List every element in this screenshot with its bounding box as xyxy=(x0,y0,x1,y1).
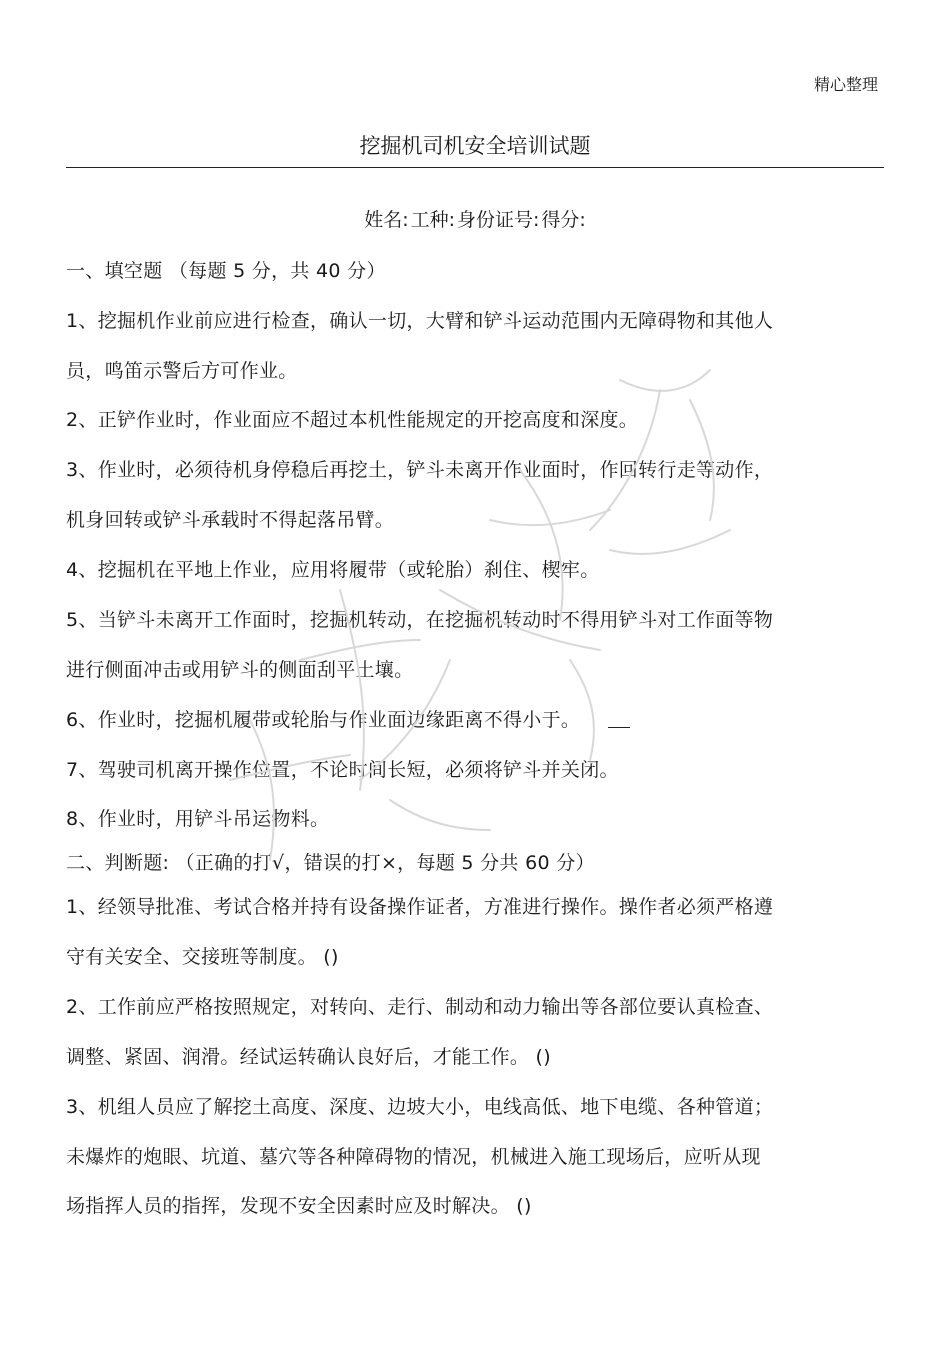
question-line: 2、正铲作业时，作业面应不超过本机性能规定的开挖高度和深度。 xyxy=(66,409,639,431)
answer-blank xyxy=(608,709,630,728)
question-line: 未爆炸的炮眼、坑道、墓穴等各种障碍物的情况，机械进入施工现场后，应听从现 xyxy=(66,1146,761,1168)
question-text: 6、作业时，挖掘机履带或轮胎与作业面边缘距离不得小于。 xyxy=(66,709,581,731)
question-line: 2、工作前应严格按照规定，对转向、走行、制动和动力输出等各部位要认真检查、 xyxy=(66,996,774,1018)
info-fields xyxy=(0,205,950,232)
question-line: 1、经领导批准、考试合格并持有设备操作证者，方准进行操作。操作者必须严格遵 xyxy=(66,896,774,918)
page-corner-label: 精心整理 xyxy=(813,75,878,94)
question-line: 员，鸣笛示警后方可作业。 xyxy=(66,360,298,382)
page-title: 挖掘机司机安全培训试题 xyxy=(359,134,591,158)
id-field-label: 身份证号: xyxy=(457,209,540,231)
question-line: 进行侧面冲击或用铲斗的侧面刮平土壤。 xyxy=(66,659,414,681)
question-line: 3、机组人员应了解挖土高度、深度、边坡大小，电线高低、地下电缆、各种管道； xyxy=(66,1096,774,1118)
score-field-label: 得分: xyxy=(541,209,586,231)
question-line: 1、挖掘机作业前应进行检查，确认一切，大臂和铲斗运动范围内无障碍物和其他人 xyxy=(66,310,774,332)
name-field-label: 姓名: xyxy=(364,209,409,231)
question-line: 7、驾驶司机离开操作位置，不论时间长短，必须将铲斗并关闭。 xyxy=(66,759,619,781)
section-heading-fill: 一、填空题 （每题 5 分，共 40 分） xyxy=(66,260,386,282)
question-line: 3、作业时，必须待机身停稳后再挖土，铲斗未离开作业面时，作回转行走等动作， xyxy=(66,459,774,481)
section-heading-judge: 二、判断题: （正确的打√，错误的打×，每题 5 分共 60 分） xyxy=(66,852,595,874)
job-field-label: 工种: xyxy=(410,209,455,231)
question-line xyxy=(66,705,630,732)
question-line: 4、挖掘机在平地上作业，应用将履带（或轮胎）刹住、楔牢。 xyxy=(66,559,600,581)
question-line: 机身回转或铲斗承载时不得起落吊臂。 xyxy=(66,509,395,531)
question-line: 场指挥人员的指挥，发现不安全因素时应及时解决。 () xyxy=(66,1195,532,1217)
title-divider xyxy=(66,167,884,168)
question-line: 5、当铲斗未离开工作面时，挖掘机转动，在挖掘机转动时不得用铲斗对工作面等物 xyxy=(66,609,774,631)
question-line: 调整、紧固、润滑。经试运转确认良好后，才能工作。 () xyxy=(66,1046,551,1068)
question-line: 8、作业时，用铲斗吊运物料。 xyxy=(66,808,330,830)
question-line: 守有关安全、交接班等制度。 () xyxy=(66,946,339,968)
